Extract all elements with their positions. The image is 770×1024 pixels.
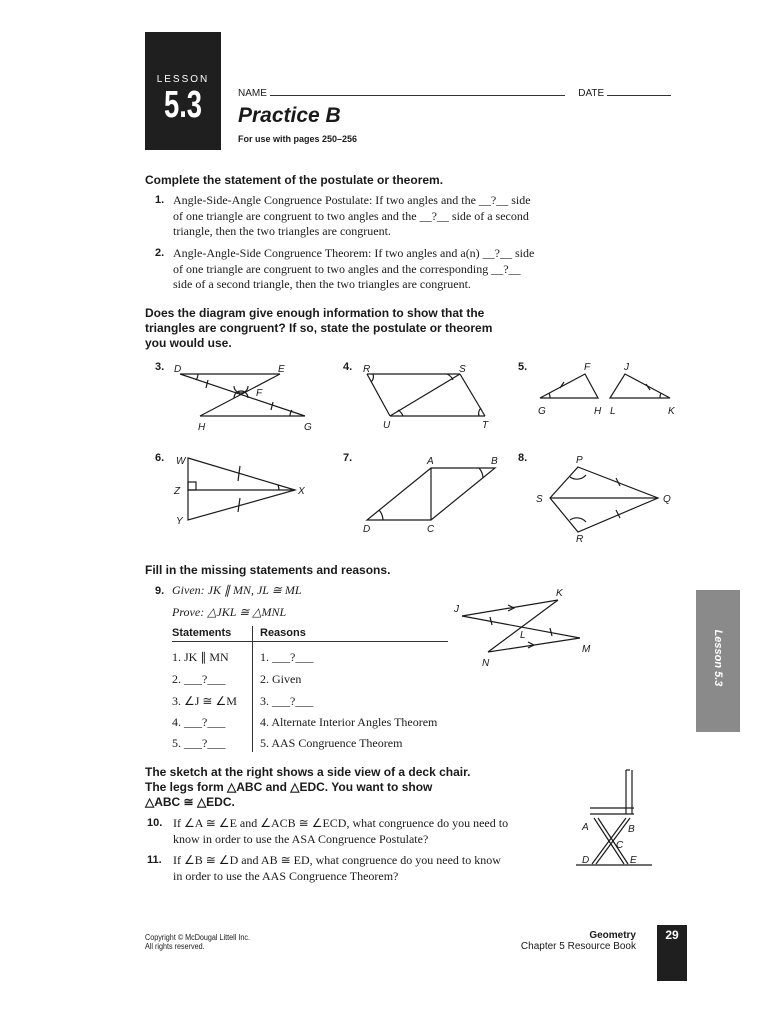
section4-heading-line-2: The legs form △ABC and △EDC. You want to show	[145, 780, 433, 794]
problem-1	[155, 193, 575, 241]
label-K: K	[668, 406, 675, 417]
name-date-row	[238, 86, 671, 99]
prove-statement: Prove: △JKL ≅ △MNL	[172, 605, 287, 619]
problem-11-line-2: in order to use the AAS Congruence Theorem?	[173, 868, 399, 883]
label-D7: D	[363, 524, 371, 535]
label-G5: G	[538, 406, 546, 417]
use-with-pages: For use with pages 250–256	[238, 134, 358, 144]
footer-copyright	[145, 933, 250, 951]
label-S: S	[459, 364, 466, 375]
label-L9: L	[520, 630, 526, 641]
side-tab-label: Lesson 5.3	[712, 629, 724, 687]
diagram-5	[530, 358, 680, 426]
problem-1-number: 1.	[155, 194, 165, 206]
name-label: NAME	[238, 88, 267, 99]
resource-book: Chapter 5 Resource Book	[520, 941, 636, 952]
statement-4: 4. ___?___	[172, 715, 226, 729]
section3-heading: Fill in the missing statements and reasons.	[145, 563, 391, 577]
diagram-7-number: 7.	[343, 452, 353, 464]
chair-label-C: C	[616, 840, 624, 851]
diagram-3-number: 3.	[155, 361, 165, 373]
diagram-8-number: 8.	[518, 452, 528, 464]
label-N9: N	[482, 658, 490, 669]
chair-label-B: B	[628, 824, 635, 835]
label-J: J	[624, 362, 629, 373]
page-title: Practice B	[238, 104, 341, 127]
section2-heading-line-3: you would use.	[145, 336, 232, 350]
copyright-line: Copyright © McDougal Littell Inc.	[145, 933, 250, 942]
rights-line: All rights reserved.	[145, 942, 205, 951]
label-R: R	[363, 364, 371, 375]
problem-2	[155, 246, 575, 294]
problem-1-line-3: triangle, then the two triangles are congruent.	[173, 224, 391, 238]
section4-heading-line-1: The sketch at the right shows a side view of a deck chair.	[145, 765, 471, 779]
reason-3: 3. ___?___	[260, 694, 314, 708]
page-number-box	[657, 925, 687, 981]
reason-4: 4. Alternate Interior Angles Theorem	[260, 715, 438, 729]
section2-heading-line-1: Does the diagram give enough information to show that the	[145, 306, 485, 320]
label-T: T	[482, 420, 489, 431]
label-Z: Z	[174, 486, 181, 497]
section4-heading	[145, 765, 470, 810]
date-label: DATE	[578, 88, 605, 99]
chair-label-A: A	[582, 822, 589, 833]
label-U: U	[383, 420, 391, 431]
problem-2-number: 2.	[155, 247, 165, 259]
diagram-6	[170, 450, 320, 530]
label-L: L	[610, 406, 616, 417]
label-B: B	[491, 456, 498, 467]
problem-10-line-2: know in order to use the ASA Congruence Postulate?	[173, 831, 429, 846]
label-R8: R	[576, 534, 584, 545]
problem-10-line-1: If ∠A ≅ ∠E and ∠ACB ≅ ∠ECD, what congruence do you need to	[173, 816, 509, 830]
diagram-7	[355, 450, 505, 538]
deck-chair-sketch	[568, 764, 658, 874]
label-Q: Q	[663, 494, 671, 505]
chair-label-E: E	[630, 855, 637, 866]
chair-label-D: D	[582, 855, 590, 866]
problem-1-line-2: of one triangle are congruent to two angles and the __?__ side of a second	[173, 208, 529, 223]
label-X: X	[298, 486, 305, 497]
problem-11	[147, 853, 547, 887]
label-G: G	[304, 422, 312, 433]
section2-heading	[145, 306, 492, 351]
statement-2: 2. ___?___	[172, 672, 226, 686]
label-E: E	[278, 364, 285, 375]
diagram-5-number: 5.	[518, 361, 528, 373]
problem-1-line-1: Angle-Side-Angle Congruence Postulate: If two angles and the __?__ side	[173, 193, 531, 207]
statement-1: 1. JK ∥ MN	[172, 650, 229, 664]
given-statement: Given: JK ∥ MN, JL ≅ ML	[172, 583, 302, 597]
diagram-8	[530, 450, 680, 545]
lesson-number: 5.3	[163, 84, 203, 126]
reason-2: 2. Given	[260, 672, 302, 686]
label-C: C	[427, 524, 435, 535]
diagram-4	[355, 358, 505, 436]
reasons-header: Reasons	[260, 627, 306, 639]
statement-3: 3. ∠J ≅ ∠M	[172, 694, 237, 708]
label-K9: K	[556, 588, 563, 599]
diagram-9	[448, 586, 608, 670]
book-title: Geometry	[589, 930, 636, 941]
label-J9: J	[454, 604, 459, 615]
statements-header: Statements	[172, 627, 232, 639]
reason-5: 5. AAS Congruence Theorem	[260, 736, 403, 750]
diagram-6-number: 6.	[155, 452, 165, 464]
label-F5: F	[584, 362, 591, 373]
problem-10	[147, 816, 547, 850]
label-D: D	[174, 364, 182, 375]
lesson-word: LESSON	[156, 74, 210, 85]
proof-table	[172, 626, 448, 752]
problem-11-number: 11.	[147, 854, 162, 866]
problem-2-line-3: side of a second triangle, then the two triangles are congruent.	[173, 277, 471, 291]
statement-5: 5. ___?___	[172, 736, 226, 750]
page-number: 29	[665, 928, 679, 942]
label-M9: M	[582, 644, 591, 655]
label-Y: Y	[176, 516, 183, 527]
label-S8: S	[536, 494, 543, 505]
section4-heading-line-3: △ABC ≅ △EDC.	[145, 795, 235, 809]
section1-heading: Complete the statement of the postulate or theorem.	[145, 173, 444, 187]
date-field[interactable]	[607, 86, 671, 96]
label-A: A	[427, 456, 434, 467]
label-F: F	[256, 388, 263, 399]
problem-11-line-1: If ∠B ≅ ∠D and AB ≅ ED, what congruence do you need to know	[173, 853, 501, 867]
problem-9-number: 9.	[155, 585, 165, 597]
footer-book	[480, 930, 636, 952]
problem-10-number: 10.	[147, 817, 163, 829]
diagram-3	[160, 358, 335, 436]
problem-2-line-2: of one triangle are congruent to two angles and the corresponding __?__	[173, 261, 521, 276]
reason-1: 1. ___?___	[260, 650, 314, 664]
name-field[interactable]	[270, 86, 565, 96]
label-P: P	[576, 455, 583, 466]
label-H5: H	[594, 406, 602, 417]
diagram-4-number: 4.	[343, 361, 353, 373]
section2-heading-line-2: triangles are congruent? If so, state the postulate or theorem	[145, 321, 493, 335]
label-H: H	[198, 422, 206, 433]
problem-2-line-1: Angle-Angle-Side Congruence Theorem: If two angles and a(n) __?__ side	[173, 246, 535, 260]
label-W: W	[176, 456, 186, 467]
